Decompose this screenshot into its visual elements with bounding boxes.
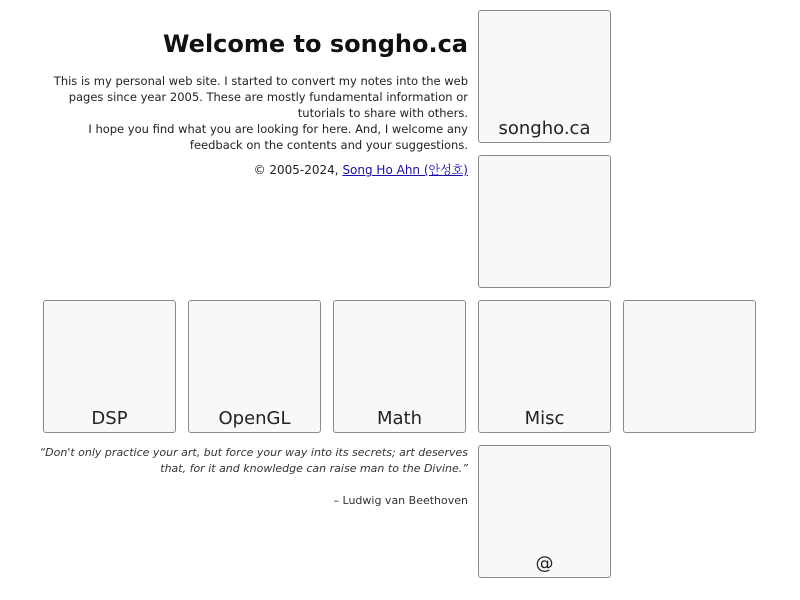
quote-section — [36, 445, 468, 509]
tile-dsp-label: DSP — [91, 408, 128, 429]
quote-text: “Don't only practice your art, but force your way into its secrets; art deserves that, for it and knowledge can raise man to the Divine.” — [39, 446, 468, 475]
tile-home-label: songho.ca — [498, 118, 591, 139]
tile-contact[interactable] — [478, 445, 611, 578]
copyright — [36, 162, 468, 178]
tile-contact-label: @ — [535, 553, 554, 574]
intro-paragraph-2: I hope you find what you are looking for here. And, I welcome any feedback on the contents and your suggestions. — [88, 122, 468, 152]
tile-opengl[interactable] — [188, 300, 321, 433]
tile-misc-label: Misc — [524, 408, 565, 429]
tile-math[interactable] — [333, 300, 466, 433]
page-title: Welcome to songho.ca — [163, 30, 468, 58]
author-link[interactable]: Song Ho Ahn (안성호) — [342, 163, 468, 177]
tile-dsp[interactable] — [43, 300, 176, 433]
tile-right-blank[interactable] — [623, 300, 756, 433]
quote-author: – Ludwig van Beethoven — [333, 494, 468, 507]
tile-top-blank[interactable] — [478, 155, 611, 288]
tile-misc[interactable] — [478, 300, 611, 433]
intro-text — [36, 73, 468, 153]
tile-home[interactable] — [478, 10, 611, 143]
tile-opengl-label: OpenGL — [218, 408, 291, 429]
copyright-text: © 2005-2024, — [253, 163, 343, 177]
tile-math-label: Math — [376, 408, 423, 429]
intro-paragraph-1: This is my personal web site. I started to convert my notes into the web pages since year 2005. These are mostly fundamental information or tutorials to share with others. — [53, 74, 468, 120]
intro-section — [36, 26, 468, 178]
